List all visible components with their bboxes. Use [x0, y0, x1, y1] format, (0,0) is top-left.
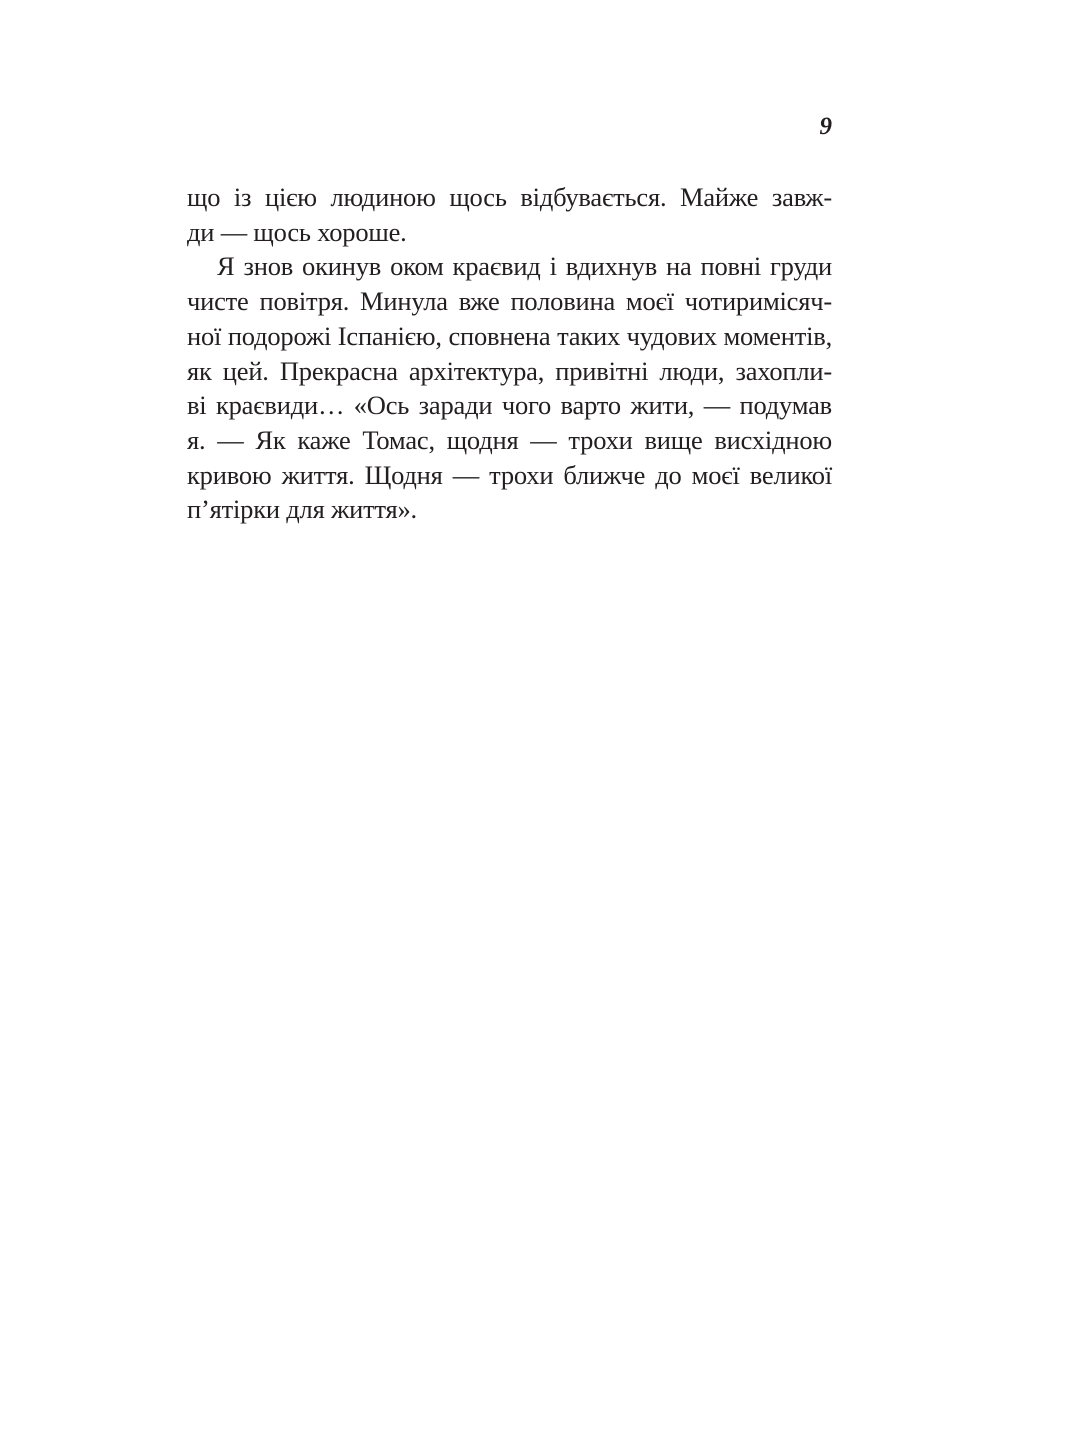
- text-line: ної подорожі Іспанією, сповнена таких чудових моментів,: [187, 320, 832, 351]
- text-line: що із цією людиною щось відбувається. Майже завж-: [187, 182, 832, 212]
- page-number: 9: [819, 113, 832, 140]
- text-line: я. — Як каже Томас, щодня — трохи вище висхідною: [187, 424, 832, 455]
- text-line: як цей. Прекрасна архітектура, привітні люди, захопли-: [187, 355, 832, 386]
- text-line: чисте повітря. Минула вже половина моєї чотиримісяч-: [187, 286, 832, 317]
- paragraph-continuation: [187, 180, 832, 249]
- text-line: п’ятірки для життя».: [187, 494, 417, 525]
- text-line: кривою життя. Щодня — трохи ближче до моєї великої: [187, 459, 832, 490]
- text-line: ди — щось хороше.: [187, 216, 407, 247]
- body-text: [187, 180, 832, 527]
- paragraph: [187, 249, 832, 527]
- text-line: Я знов окинув оком краєвид і вдихнув на повні груди: [217, 251, 832, 282]
- text-line: ві краєвиди… «Ось заради чого варто жити, — подумав: [187, 390, 832, 421]
